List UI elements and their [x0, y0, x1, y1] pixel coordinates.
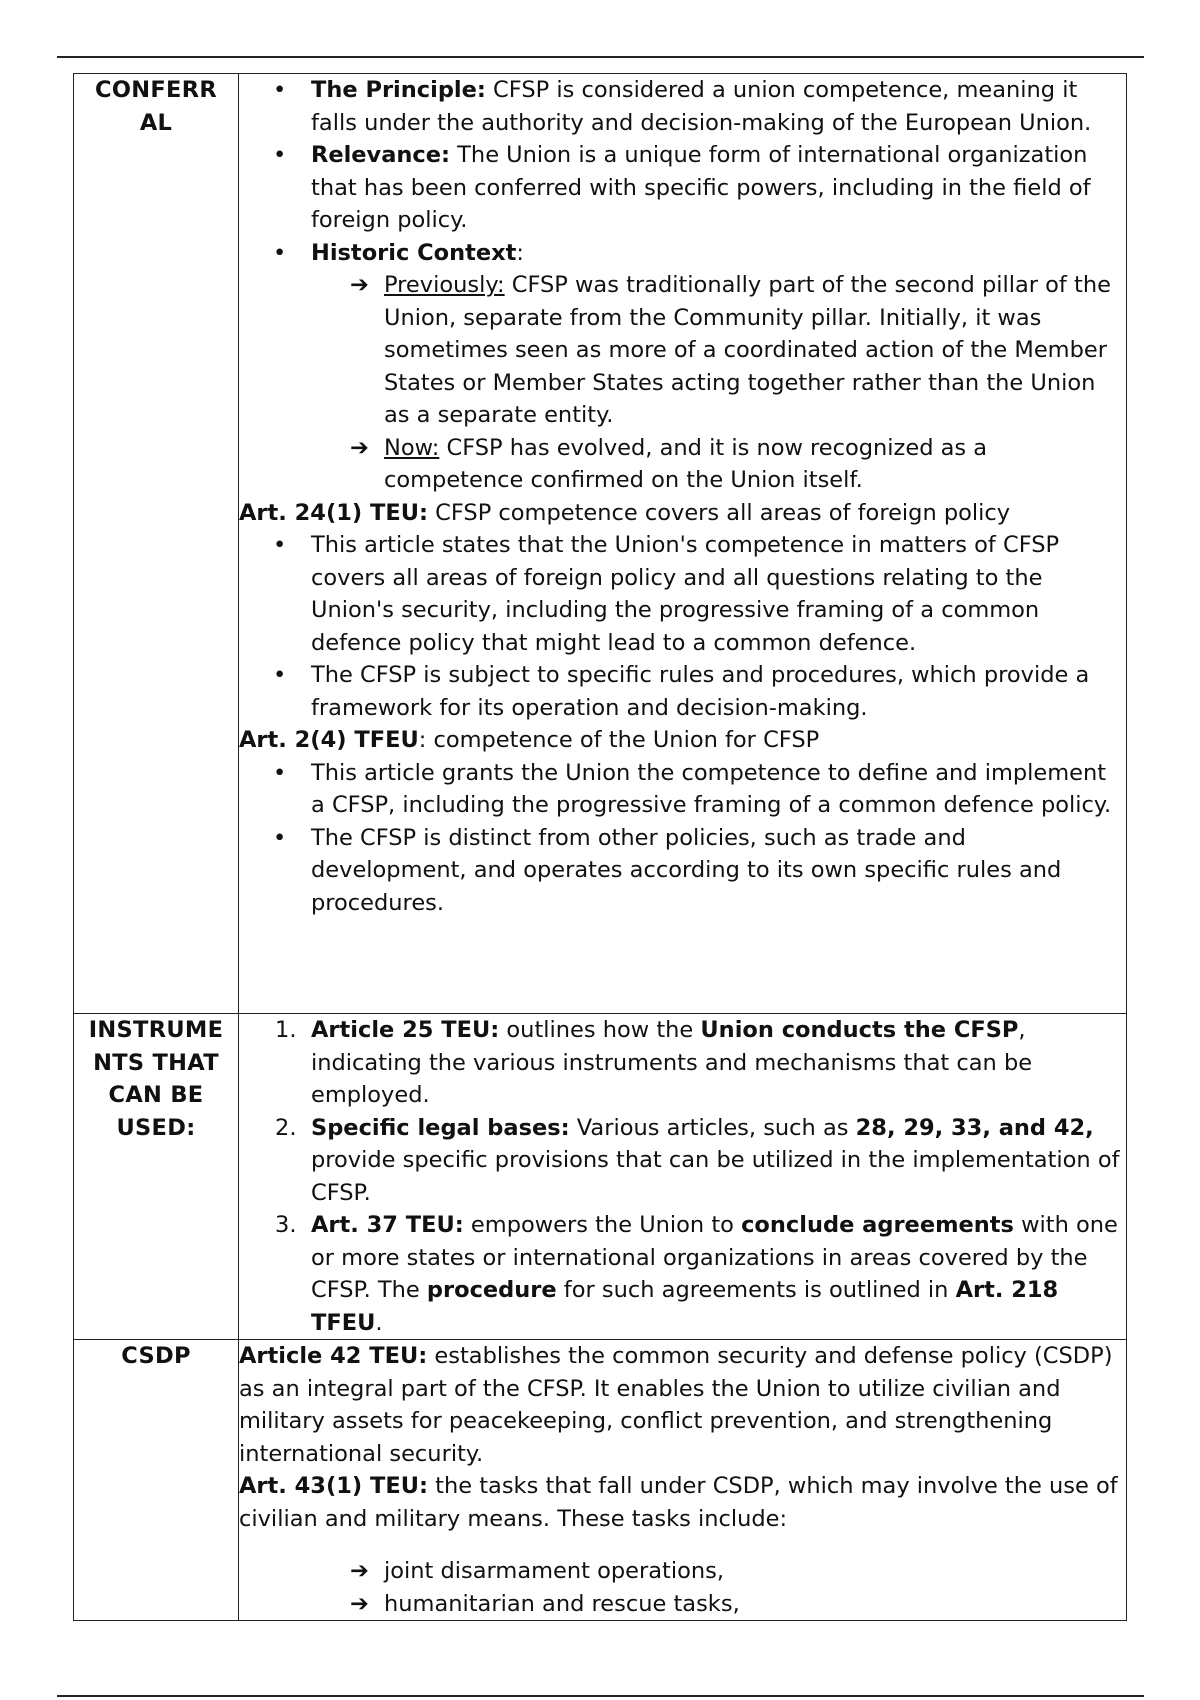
content-cell-conferral: [239, 74, 1127, 1014]
row-instruments: [74, 1014, 1127, 1340]
item-text: , indicating the various instruments and mechanisms that can be employed.: [311, 1017, 1033, 1108]
art2-heading: [239, 724, 1126, 757]
arrow-right-icon: ➔: [350, 1590, 369, 1617]
bullet-term: The Principle:: [311, 77, 486, 103]
arrow-text: CFSP has evolved, and it is now recognized as a competence confirmed on the Union itself.: [384, 434, 988, 493]
art42-paragraph: [239, 1340, 1126, 1470]
art24-bullets: [239, 529, 1126, 724]
art2-heading-rest: : competence of the Union for CFSP: [418, 727, 820, 753]
bullet-text: :: [516, 239, 524, 266]
arrow-text: CFSP was traditionally part of the second pillar of the Union, separate from the Community pillar. Initially, it was sometimes seen as more of a coordinated action of the Member States or Member States acting together rather than the Union as a separate entity.: [384, 272, 1111, 428]
arrow-item-now: [350, 432, 1126, 497]
csdp-tasks: [239, 1555, 1126, 1620]
task-item: [350, 1588, 1126, 1621]
item-term: Specific legal bases:: [311, 1114, 570, 1141]
instrument-item: [275, 1112, 1126, 1210]
bullet-relevance: [311, 139, 1126, 237]
art24-heading-rest: CFSP competence covers all areas of foreign policy: [428, 499, 1011, 526]
art42-text: establishes the common security and defense policy (CSDP) as an integral part of the CFSP. It enables the Union to utilize civilian and military assets for peacekeeping, conflict prevention, and strengthening international security.: [239, 1343, 1113, 1467]
instruments-list: [239, 1014, 1126, 1339]
item-text: Various articles, such as: [569, 1114, 856, 1141]
task-text: humanitarian and rescue tasks,: [384, 1590, 740, 1617]
arrow-term: Now:: [384, 434, 440, 461]
bullet-principle: [311, 74, 1126, 139]
row-csdp: [74, 1340, 1127, 1621]
item-number: 3.: [275, 1212, 297, 1238]
bullet-text: The Union is a unique form of international organization that has been conferred with specific powers, including in the field of foreign policy.: [311, 142, 1091, 233]
task-item: [350, 1555, 1126, 1588]
label-cell-instruments: [74, 1014, 239, 1340]
item-text: provide specific provisions that can be utilized in the implementation of CFSP.: [311, 1147, 1120, 1206]
arrow-item-previously: [350, 269, 1126, 432]
item-text: .: [375, 1309, 383, 1336]
row-label-conferral: CONFERR AL: [95, 77, 217, 136]
item-number: 1.: [275, 1017, 297, 1043]
content-cell-instruments: [239, 1014, 1127, 1340]
art24-heading-term: Art. 24(1) TEU:: [239, 499, 428, 526]
arrow-right-icon: ➔: [350, 434, 369, 461]
art2-bullet: • This article grants the Union the competence to define and implement a CFSP, including the progressive framing of a common defence policy.: [311, 757, 1126, 822]
art2-heading-term: Art. 2(4) TFEU: [239, 727, 419, 753]
label-cell-csdp: [74, 1340, 239, 1621]
item-term: Art. 37 TEU:: [311, 1212, 464, 1238]
task-text: joint disarmament operations,: [384, 1558, 725, 1584]
art43-text: the tasks that fall under CSDP, which may involve the use of civilian and military means. These tasks include:: [239, 1473, 1118, 1532]
item-text: empowers the Union to: [463, 1212, 742, 1238]
item-bold: 28, 29, 33, and 42,: [855, 1114, 1094, 1141]
art43-heading: Art. 43(1) TEU:: [239, 1473, 428, 1499]
bullet-term: Historic Context: [311, 239, 517, 266]
bullet-term: Relevance:: [311, 142, 451, 168]
bullet-historic-context: [311, 237, 1126, 270]
item-number: 2.: [275, 1114, 297, 1141]
item-bold: Union conducts the CFSP: [700, 1017, 1019, 1043]
content-cell-csdp: [239, 1340, 1127, 1621]
label-cell-conferral: [74, 74, 239, 1014]
top-rule: [57, 56, 1144, 58]
art2-bullet: • The CFSP is distinct from other policies, such as trade and development, and operates according to its own specific rules and procedures.: [311, 822, 1126, 920]
instrument-item: [275, 1209, 1126, 1339]
item-term: Article 25 TEU:: [311, 1017, 500, 1043]
art24-heading: [239, 497, 1126, 530]
bullet-text: CFSP is considered a union competence, meaning it falls under the authority and decision-making of the European Union.: [311, 77, 1092, 136]
instrument-item: [275, 1014, 1126, 1112]
row-label-instruments: INSTRUME NTS THAT CAN BE USED:: [88, 1017, 224, 1141]
notes-table: [73, 73, 1127, 1621]
art2-bullets: [239, 757, 1126, 920]
item-text: for such agreements is outlined in: [556, 1277, 956, 1303]
item-text: outlines how the: [499, 1017, 701, 1043]
row-conferral: [74, 74, 1127, 1014]
conferral-bullets: [239, 74, 1126, 269]
art24-bullet: • This article states that the Union's competence in matters of CFSP covers all areas of foreign policy and all questions relating to the Union's security, including the progressive framing of a common defence policy that might lead to a common defence.: [311, 529, 1126, 659]
arrow-term: Previously:: [384, 272, 505, 298]
item-bold: procedure: [426, 1277, 557, 1303]
art42-heading: Article 42 TEU:: [239, 1343, 428, 1369]
historic-arrows: [239, 269, 1126, 497]
item-bold: conclude agreements: [741, 1212, 1014, 1238]
art24-bullet: • The CFSP is subject to specific rules and procedures, which provide a framework for its operation and decision-making.: [311, 659, 1126, 724]
arrow-right-icon: ➔: [350, 272, 369, 298]
spacer: [239, 1535, 1126, 1555]
row-label-csdp: CSDP: [121, 1343, 191, 1369]
item-text: with one or more states or international organizations in areas covered by the CFSP. The: [311, 1212, 1118, 1303]
bottom-rule: [57, 1695, 1144, 1697]
art43-paragraph: [239, 1470, 1126, 1535]
arrow-right-icon: ➔: [350, 1558, 369, 1584]
item-bold: Art. 218 TFEU: [311, 1277, 1059, 1336]
